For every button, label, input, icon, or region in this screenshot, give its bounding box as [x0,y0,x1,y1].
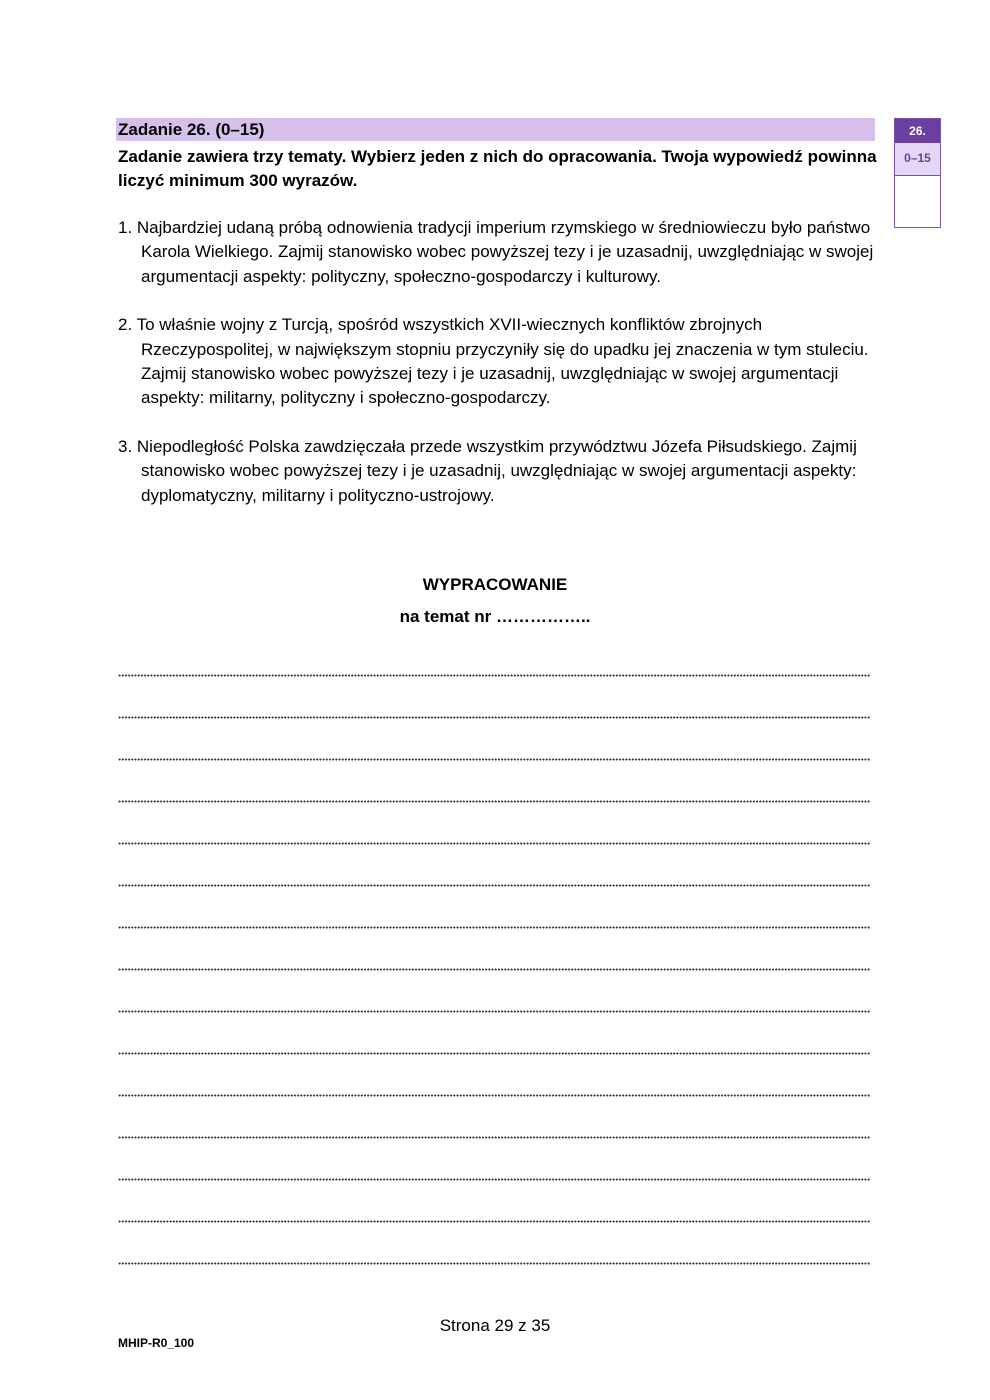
writing-line[interactable] [118,1122,870,1164]
writing-line[interactable] [118,912,870,954]
exam-code: MHIP-R0_100 [118,1336,195,1350]
score-task-number: 26. [895,119,940,143]
topics-list [118,216,878,532]
writing-line[interactable] [118,660,870,702]
task-header: Zadanie 26. (0–15) [116,118,875,141]
writing-line[interactable] [118,828,870,870]
writing-line[interactable] [118,702,870,744]
topic-2: 2. To właśnie wojny z Turcją, spośród wszystkich XVII-wiecznych konfliktów zbrojnych Rzeczypospolitej, w największym stopniu przyczyniły się do upadku jej znaczenia w tym stuleciu. Zajmij stanowisko wobec powyższej tezy i je uzasadnij, uwzględniając w swojej argumentacji aspekty: militarny, polityczny i społeczno-gospodarczy. [118,315,869,408]
writing-line[interactable] [118,996,870,1038]
page-number: Strona 29 z 35 [439,1316,551,1335]
writing-line[interactable] [118,1038,870,1080]
score-entry-field[interactable] [895,176,940,226]
writing-area[interactable] [118,660,870,1290]
task-instructions: Zadanie zawiera trzy tematy. Wybierz jeden z nich do opracowania. Twoja wypowiedź powinna liczyć minimum 300 wyrazów. [118,147,877,190]
score-range: 0–15 [895,143,940,176]
writing-line[interactable] [118,744,870,786]
score-box [894,118,941,228]
writing-line[interactable] [118,1080,870,1122]
writing-line[interactable] [118,786,870,828]
topic-1: 1. Najbardziej udaną próbą odnowienia tradycji imperium rzymskiego w średniowieczu było państwo Karola Wielkiego. Zajmij stanowisko wobec powyższej tezy i je uzasadnij, uwzględniając w swojej argumentacji aspekty: polityczny, społeczno-gospodarczy i kulturowy. [118,218,874,286]
essay-heading: WYPRACOWANIE [422,575,568,594]
essay-subheading: na temat nr …………….. [399,607,591,626]
writing-line[interactable] [118,870,870,912]
writing-line[interactable] [118,1164,870,1206]
topic-3: 3. Niepodległość Polska zawdzięczała przede wszystkim przywództwu Józefa Piłsudskiego. Zajmij stanowisko wobec powyższej tezy i je uzasadnij, uwzględniając w swojej argumentacji aspekty: dyplomatyczny, militarny i polityczno-ustrojowy. [118,436,857,505]
writing-line[interactable] [118,1248,870,1290]
writing-line[interactable] [118,1206,870,1248]
writing-line[interactable] [118,954,870,996]
